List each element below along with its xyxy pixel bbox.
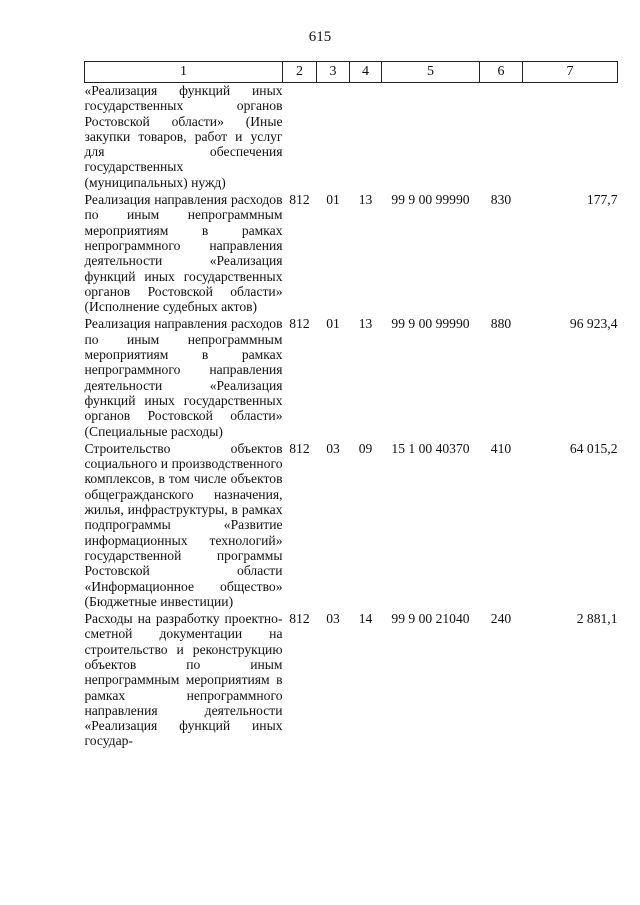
cell-col2: 812 [289, 316, 310, 332]
cell-col6 [480, 83, 523, 191]
cell-col6: 880 [490, 316, 512, 332]
cell-col6: 240 [490, 611, 512, 627]
cell-col4: 14 [358, 611, 373, 627]
header-cell: 5 [382, 62, 480, 83]
header-cell: 4 [350, 62, 382, 83]
budget-table [84, 61, 618, 749]
row-description: Расходы на разработку проектно-сметной документации на строительство и реконструкцию объектов по иным непрограммным мероприятиям в рамках непрограммного направления деятельности «Реализация функций иных государ- [84, 611, 283, 749]
cell-col7: 2 881,1 [576, 611, 618, 627]
table-row [85, 609, 618, 749]
cell-col2: 812 [289, 192, 310, 208]
header-cell: 3 [317, 62, 350, 83]
header-cell: 2 [283, 62, 317, 83]
cell-col3: 03 [326, 611, 340, 627]
row-description: Реализация направления расходов по иным непрограммным мероприятиям в рамках непрограммного направления деятельности «Реализация функций иных государственных органов Ростовской области» (Специальные расходы) [84, 316, 283, 439]
table-row [85, 439, 618, 609]
cell-col4: 13 [358, 192, 373, 208]
cell-col3: 01 [326, 316, 340, 332]
row-description: Строительство объектов социального и производственного комплексов, в том числе объектов общегражданского назначения, жилья, инфраструктуры, в рамках подпрограммы «Развитие информационных технологий» государственной программы Ростовской области «Информационное общество» (Бюджетные инвестиции) [84, 440, 283, 609]
row-description: «Реализация функций иных государственных органов Ростовской области» (Иные закупки товаров, работ и услуг для обеспечения государственных (муниципальных) нужд) [84, 83, 283, 190]
cell-col2 [283, 83, 317, 191]
cell-col2: 812 [289, 611, 310, 627]
cell-col4: 13 [358, 316, 373, 332]
cell-col3: 03 [326, 440, 340, 456]
table-row [85, 190, 618, 314]
table-header-row [85, 62, 618, 83]
cell-col7: 64 015,2 [569, 440, 618, 456]
cell-col5 [382, 83, 480, 191]
cell-col5: 15 1 00 40370 [391, 440, 470, 456]
header-cell: 1 [85, 62, 283, 83]
cell-col7 [523, 83, 618, 191]
cell-col6: 830 [490, 192, 512, 208]
page-number: 615 [308, 29, 332, 45]
cell-col7: 96 923,4 [569, 316, 618, 332]
cell-col3 [317, 83, 350, 191]
cell-col4 [350, 83, 382, 191]
cell-col6: 410 [490, 440, 512, 456]
cell-col7: 177,7 [586, 192, 618, 208]
header-cell: 7 [523, 62, 618, 83]
cell-col5: 99 9 00 21040 [391, 611, 470, 627]
row-description: Реализация направления расходов по иным непрограммным мероприятиям в рамках непрограммного направления деятельности «Реализация функций иных государственных органов Ростовской области» (Исполнение судебных актов) [84, 192, 283, 315]
cell-col5: 99 9 00 99990 [391, 192, 470, 208]
cell-col5: 99 9 00 99990 [391, 316, 470, 332]
cell-col3: 01 [326, 192, 340, 208]
header-cell: 6 [480, 62, 523, 83]
table-row [85, 314, 618, 438]
table-row [85, 83, 618, 191]
cell-col4: 09 [358, 440, 373, 456]
cell-col2: 812 [289, 440, 310, 456]
